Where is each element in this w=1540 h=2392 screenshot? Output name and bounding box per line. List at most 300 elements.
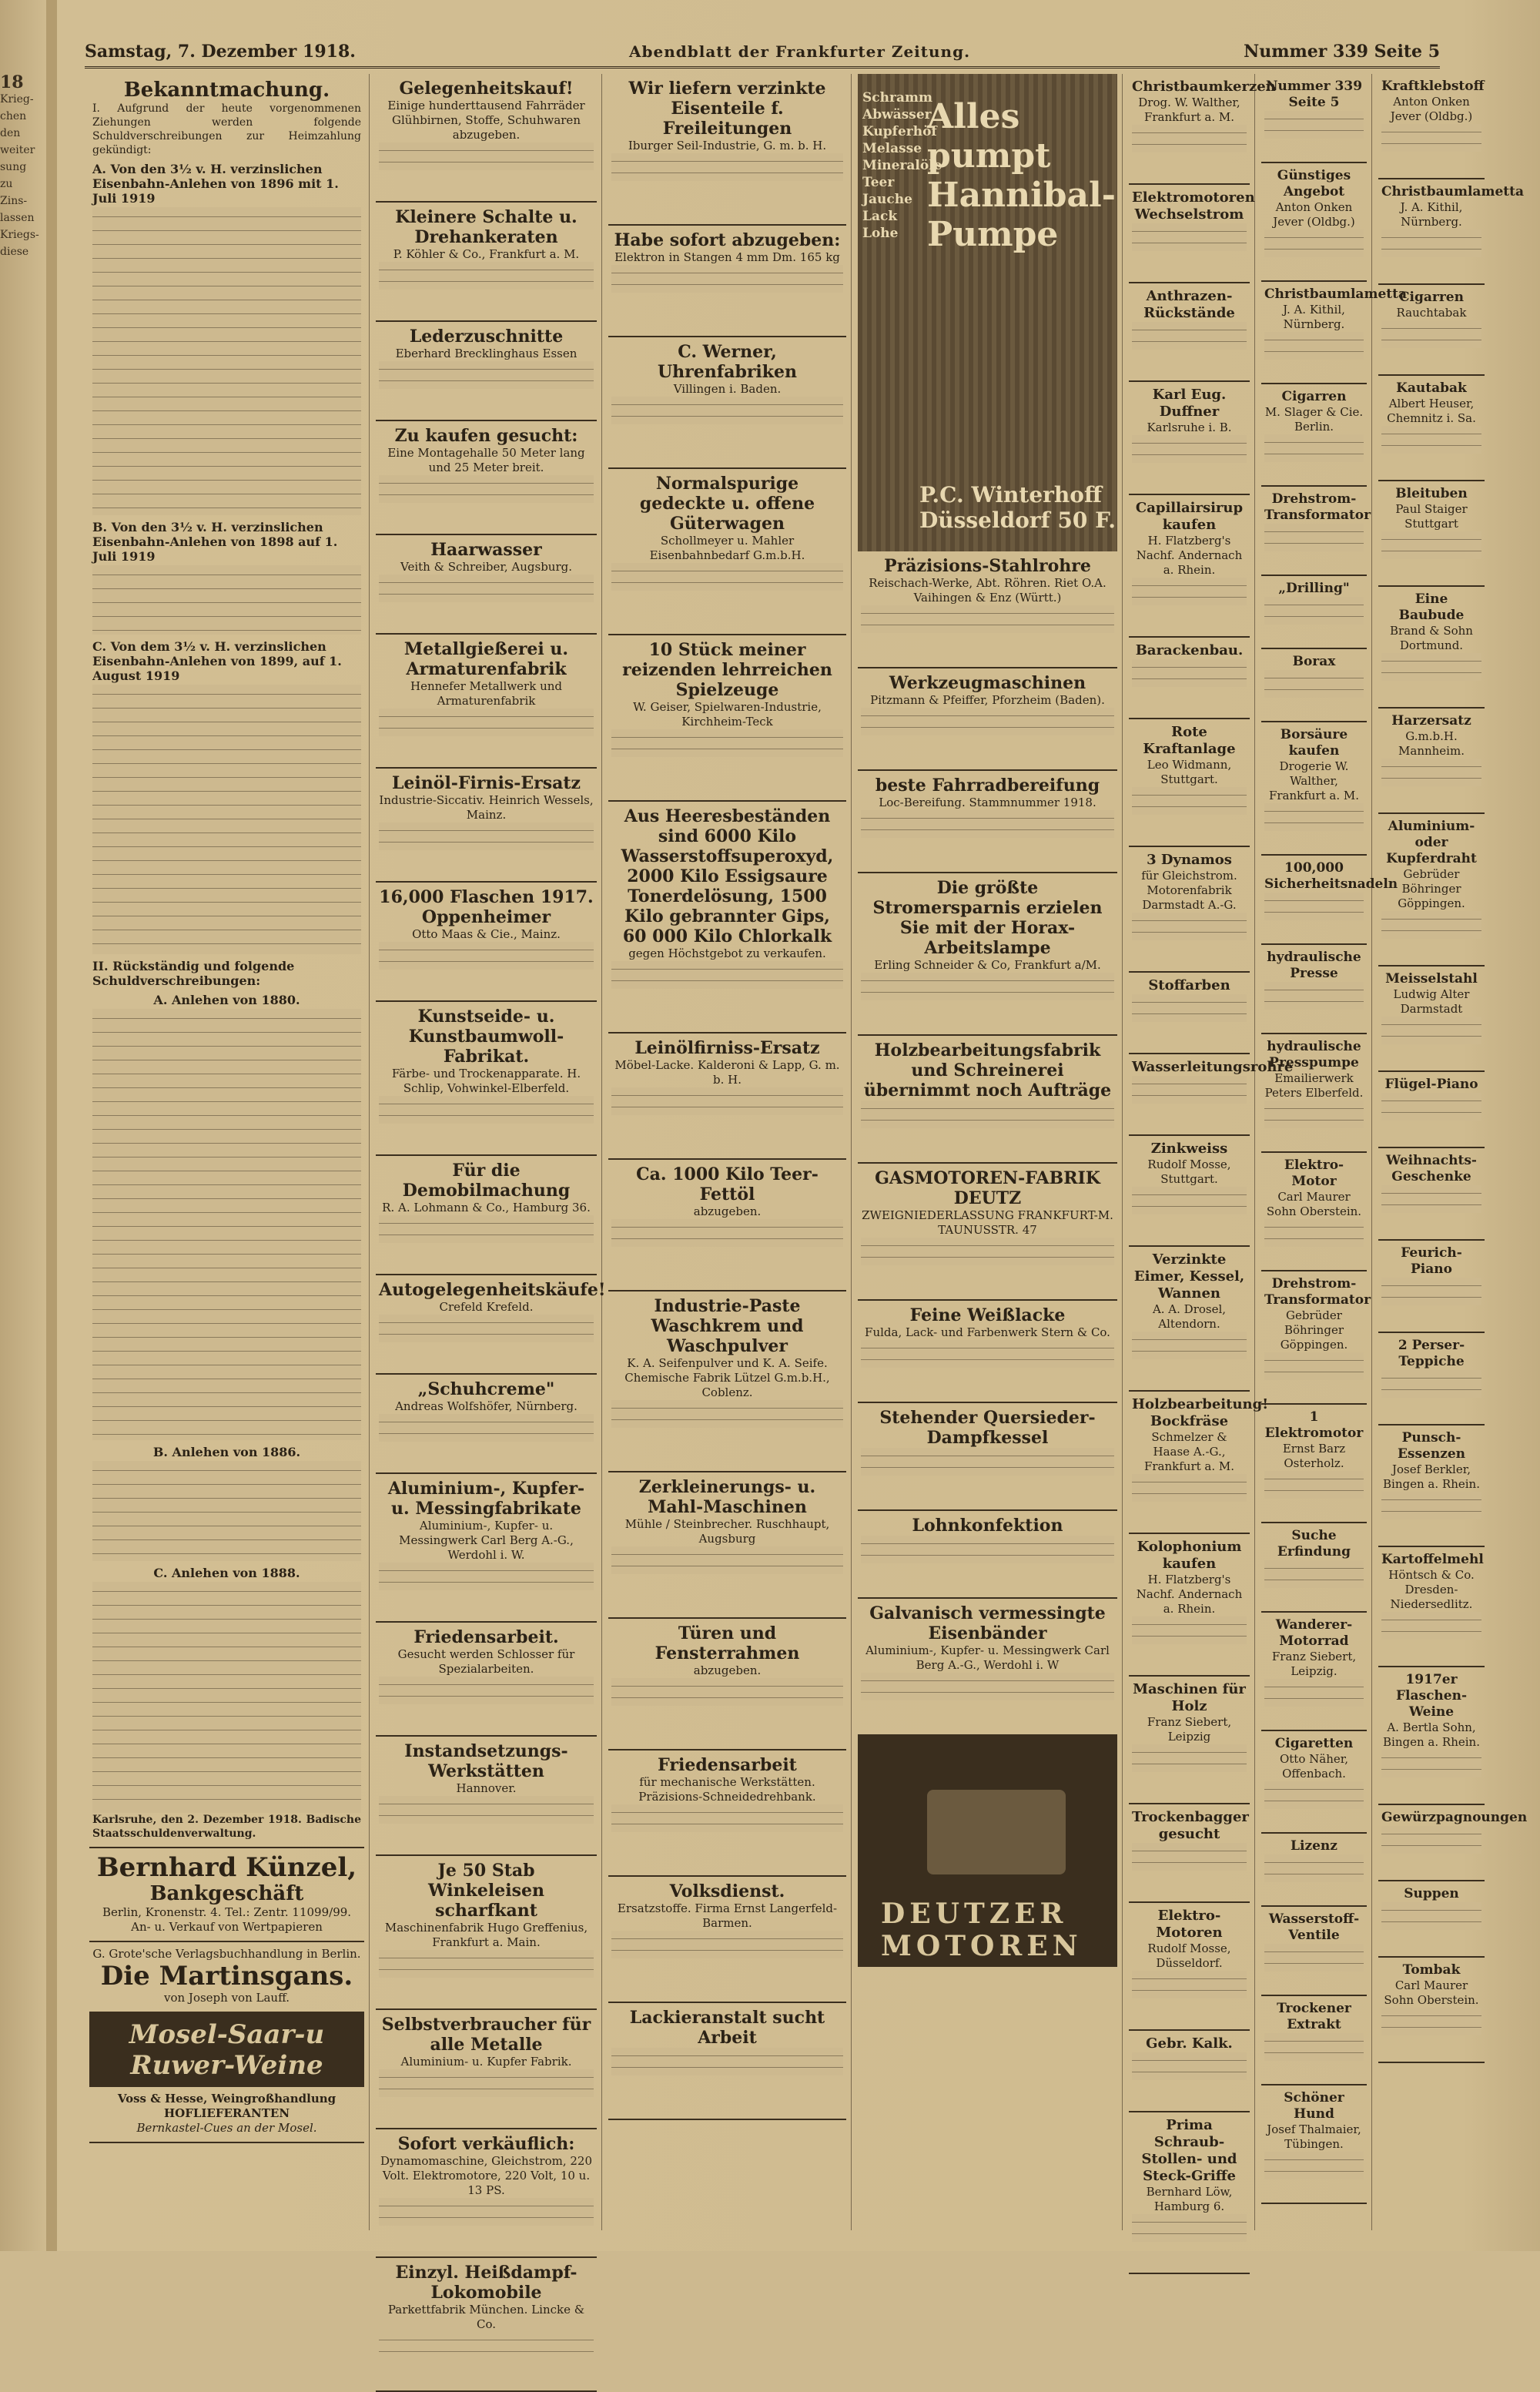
ad-headline: Sofort verkäuflich: (397, 2134, 575, 2154)
ad-headline: Harzersatz (1391, 713, 1471, 729)
ad-body-lines (379, 942, 594, 970)
advertisement (1378, 179, 1524, 285)
advertisement (858, 1599, 1117, 1736)
advertisement (1261, 1613, 1367, 1731)
ad-text: Drogerie W. Walther, Frankfurt a. M. (1268, 759, 1360, 802)
advertisement (1261, 1907, 1367, 1996)
wine-city: Bernkastel-Cues an der Mosel. (136, 2121, 317, 2135)
ad-body-lines (379, 2332, 594, 2360)
ad-headline: „Schuhcreme" (417, 1379, 555, 1399)
advertisement (1261, 487, 1371, 576)
advertisement (376, 1375, 597, 1474)
ad-text: Rauchtabak (1396, 306, 1467, 320)
ad-headline: Karl Eug. Duffner (1152, 387, 1227, 420)
advertisement (1261, 384, 1367, 487)
advertisement (1261, 856, 1398, 945)
advertisement (376, 1474, 597, 1623)
edge-line: zu (0, 178, 13, 190)
pump-liquid: Melasse (862, 141, 922, 156)
wine-ad-banner: Mosel-Saar-u Ruwer-Weine (89, 2013, 364, 2087)
advertisement (1129, 719, 1250, 847)
ad-body-lines (379, 262, 594, 290)
edge-line: lassen (0, 212, 35, 224)
header-date: Samstag, 7. Dezember 1918. (85, 42, 356, 62)
ad-text: Elektron in Stangen 4 mm Dm. 165 kg (614, 250, 840, 264)
advertisement (1129, 973, 1250, 1054)
edge-page-number: 18 (0, 72, 24, 92)
ad-body-lines (1132, 1843, 1247, 1871)
advertisement (1261, 1834, 1367, 1907)
ad-body-lines (1132, 2052, 1247, 2080)
ad-text: H. Flatzberg's Nachf. Andernach a. Rhein. (1136, 1573, 1243, 1616)
advertisement (376, 535, 597, 635)
number-table (92, 1009, 361, 1440)
advertisement (1378, 587, 1485, 709)
ad-text: Aluminium- u. Kupfer Fabrik. (400, 2055, 572, 2069)
ad-headline: Verzinkte Eimer, Kessel, Wannen (1133, 1251, 1245, 1302)
ad-body-lines (611, 1804, 843, 1832)
ad-headline: Christbaumkerzen (1132, 79, 1276, 95)
advertisement (1129, 495, 1250, 638)
ad-body-lines (1381, 229, 1481, 257)
ad-headline: 16,000 Flaschen 1917. Oppenheimer (379, 887, 594, 927)
ad-body-lines (1132, 787, 1247, 815)
ad-body-lines (379, 1315, 594, 1342)
advertisement (376, 635, 597, 769)
ad-headline: Gewürzpagnoungen (1381, 1810, 1528, 1825)
ad-headline: Lederzuschnitte (409, 327, 564, 347)
ad-body-lines (611, 1931, 843, 1958)
advertisement (1378, 1958, 1485, 2063)
ad-text: Aluminium-, Kupfer- u. Messingwerk Carl Berg A.-G., Werdohl i. W. (399, 1519, 574, 1562)
ad-text: J. A. Kithil, Nürnberg. (1283, 303, 1345, 331)
advertisement (608, 337, 846, 469)
ad-text: Erling Schneider & Co, Frankfurt a/M. (874, 958, 1101, 972)
hannibal-pump-ad (858, 74, 1117, 551)
advertisement (1129, 1247, 1250, 1392)
advertisement (608, 1472, 846, 1619)
ad-headline: 1917er Flaschen-Weine (1395, 1672, 1468, 1720)
ad-headline: Einzyl. Heißdampf-Lokomobile (395, 2263, 578, 2303)
advertisement (858, 668, 1117, 771)
advertisement (376, 1856, 597, 2010)
ad-text: M. Slager & Cie. Berlin. (1264, 405, 1364, 434)
advertisement (1378, 1881, 1485, 1958)
ad-headline: Friedensarbeit. (413, 1627, 559, 1647)
advertisement (608, 1034, 846, 1160)
advertisement (1378, 481, 1485, 587)
advertisement (1129, 1677, 1250, 1804)
ad-body-lines (1132, 1744, 1247, 1772)
ad-body-lines (1381, 2008, 1481, 2035)
book-ad (89, 1942, 364, 2013)
ad-body-lines (1132, 913, 1247, 940)
advertisement (376, 769, 597, 883)
ad-headline: Flügel-Piano (1384, 1077, 1478, 1092)
ad-headline: Kartoffelmehl (1381, 1552, 1484, 1567)
ad-text: Villingen i. Baden. (673, 382, 782, 396)
advertisement (1129, 283, 1250, 382)
ad-headline: Leinöl-Firnis-Ersatz (391, 773, 581, 793)
ad-text: Karlsruhe i. B. (1147, 420, 1232, 434)
ad-body-lines (1132, 1971, 1247, 1998)
ad-text: Otto Näher, Offenbach. (1279, 1752, 1349, 1781)
advertisement (1378, 709, 1485, 814)
ad-text: Parkettfabrik München. Lincke & Co. (387, 2303, 585, 2331)
ad-text: W. Geiser, Spielwaren-Industrie, Kirchheim-Teck (633, 700, 822, 729)
advertisement (1129, 1136, 1250, 1247)
edge-line: Krieg- (0, 93, 34, 106)
advertisement (1378, 74, 1485, 179)
advertisement (858, 1511, 1117, 1599)
ad-list (1378, 74, 1528, 2063)
ad-body-lines (1264, 1471, 1364, 1499)
pump-liquid: Lohe (862, 226, 899, 241)
ad-headline: Kleinere Schalte u. Drehankeraten (395, 207, 578, 247)
hannibal-title: Alles pumpt Hannibal-Pumpe (927, 97, 1116, 254)
advertisement (1261, 1405, 1367, 1523)
ad-body-lines (1132, 1474, 1247, 1502)
ad-body-lines (1264, 1944, 1364, 1972)
ad-text: Rudolf Mosse, Stuttgart. (1147, 1157, 1231, 1186)
edge-line: den (0, 127, 21, 139)
ad-headline: Selbstverbraucher für alle Metalle (381, 2015, 591, 2055)
ad-body-lines (611, 1678, 843, 1706)
ad-text: Brand & Sohn Dortmund. (1390, 624, 1473, 652)
ad-text: Gebrüder Böhringer Göppingen. (1280, 1308, 1348, 1352)
ad-body-lines (379, 1796, 594, 1824)
ad-body-lines (379, 475, 594, 503)
ad-body-lines (1381, 1612, 1481, 1640)
ad-headline: Gebr. Kalk. (1146, 2035, 1233, 2052)
ad-text: Schmelzer & Haase A.-G., Frankfurt a. M. (1143, 1430, 1235, 1473)
ad-body-lines (611, 1087, 843, 1115)
ad-body-lines (1264, 1101, 1364, 1128)
ad-text: Maschinenfabrik Hugo Greffenius, Frankfurt a. Main. (384, 1921, 588, 1949)
ad-body-lines (1264, 670, 1364, 698)
pump-liquid: Schramm (862, 90, 932, 106)
advertisement (1261, 576, 1367, 649)
notice-section: B. Anlehen von 1886. (152, 1445, 301, 1459)
ad-body-lines (1381, 1370, 1481, 1398)
ad-headline: Metallgießerei u. Armaturenfabrik (403, 639, 569, 679)
ad-headline: Für die Demobilmachung (402, 1161, 571, 1201)
ad-body-lines (1381, 426, 1481, 454)
edge-line: weiter (0, 144, 35, 156)
ad-body-lines (1381, 1902, 1481, 1930)
ad-headline: Lohnkonfektion (912, 1516, 1063, 1536)
ad-body-lines (611, 265, 843, 293)
ad-text: Carl Maurer Sohn Oberstein. (1384, 1978, 1479, 2007)
ad-body-lines (861, 1536, 1114, 1563)
number-table (92, 565, 361, 635)
advertisement (376, 2129, 597, 2258)
advertisement (1261, 74, 1367, 163)
ad-headline: Rote Kraftanlage (1143, 724, 1236, 757)
notice-footer: Karlsruhe, den 2. Dezember 1918. Badische Staatsschuldenverwaltung. (92, 1814, 361, 1840)
ad-body-lines (1264, 982, 1364, 1010)
ad-text: Höntsch & Co. Dresden-Niedersedlitz. (1388, 1568, 1475, 1611)
ad-body-lines (611, 1546, 843, 1574)
advertisement (1378, 967, 1485, 1072)
ad-text: Leo Widmann, Stuttgart. (1147, 758, 1232, 786)
ad-list (376, 74, 606, 2392)
notice-heading: Bekanntmachung. (123, 79, 330, 102)
advertisement (1129, 1903, 1250, 2031)
ad-headline: Borax (1292, 654, 1336, 669)
ad-headline: Tombak (1402, 1962, 1461, 1978)
ad-headline: Meisselstahl (1385, 971, 1478, 987)
advertisement (1261, 2085, 1367, 2204)
ad-text: Eberhard Brecklinghaus Essen (395, 347, 578, 360)
ad-text: Josef Berkler, Bingen a. Rhein. (1383, 1462, 1480, 1491)
ad-headline: hydraulische Presse (1267, 950, 1361, 981)
ad-headline: Elektro-Motoren (1156, 1908, 1223, 1941)
notice-section: C. Anlehen von 1888. (153, 1566, 300, 1580)
ad-text: abzugeben. (693, 1663, 762, 1677)
ad-body-lines (379, 1677, 594, 1704)
ad-headline: Christbaumlametta (1381, 184, 1524, 199)
wine-ad (89, 2087, 364, 2143)
header-title: Abendblatt der Frankfurter Zeitung. (629, 42, 971, 61)
ad-headline: Feurich-Piano (1401, 1245, 1462, 1277)
ad-body-lines (379, 2069, 594, 2097)
ad-body-lines (1381, 1750, 1481, 1777)
advertisement (376, 2010, 597, 2129)
ad-text: Schollmeyer u. Mahler Eisenbahnbedarf G.m.b.H. (649, 534, 805, 562)
advertisement (1378, 1547, 1485, 1667)
wine-firm: Voss & Hesse, Weingroßhandlung HOFLIEFERANTEN (117, 2092, 336, 2120)
advertisement (376, 1623, 597, 1737)
ad-body-lines (379, 361, 594, 389)
ad-text: Industrie-Siccativ. Heinrich Wessels, Mainz. (379, 793, 594, 822)
ad-text: Crefeld Krefeld. (439, 1300, 534, 1314)
advertisement (1129, 1534, 1250, 1677)
ad-headline: Drehstrom-Transformator (1264, 1276, 1371, 1308)
ad-body-lines (1132, 994, 1247, 1022)
ad-headline: Holzbearbeitung! Bockfräse (1132, 1396, 1269, 1429)
advertisement (608, 226, 846, 337)
ad-headline: Elektromotoren Wechselstrom (1132, 189, 1255, 223)
ad-text: Otto Maas & Cie., Mainz. (412, 927, 561, 941)
ad-headline: Aus Heeresbeständen sind 6000 Kilo Wasserstoffsuperoxyd, 2000 Kilo Essigsaure Tonerdelösung, 1500 Kilo gebrannter Gips, 60 000 Kilo Chlorkalk (621, 806, 834, 946)
ad-body-lines (1381, 320, 1481, 348)
bank-title: Bernhard Künzel, (96, 1852, 357, 1883)
ad-body-lines (1132, 578, 1247, 605)
ad-headline: Maschinen für Holz (1133, 1681, 1246, 1714)
notice-section: C. Von dem 3½ v. H. verzinslichen Eisenbahn-Anlehen von 1899, auf 1. August 1919 (92, 639, 342, 683)
number-table (92, 1582, 361, 1813)
ad-text: Eine Montagehalle 50 Meter lang und 25 Meter breit. (387, 446, 585, 474)
ad-headline: Türen und Fensterrahmen (654, 1623, 800, 1663)
ad-text: Drog. W. Walther, Frankfurt a. M. (1138, 95, 1240, 124)
ad-body-lines (379, 142, 594, 170)
ad-list (608, 74, 846, 2120)
advertisement (1261, 1731, 1367, 1834)
ad-headline: Zinkweiss (1150, 1141, 1228, 1157)
ad-body-lines (861, 1238, 1114, 1265)
advertisement (858, 1164, 1117, 1301)
ad-body-lines (611, 2048, 843, 2075)
ad-text: Anton Onken Jever (Oldbg.) (1390, 95, 1473, 123)
ad-headline: 100,000 Sicherheitsnadeln (1264, 860, 1398, 892)
book-title: Die Martinsgans. (100, 1961, 353, 1992)
ad-headline: Wir liefern verzinkte Eisenteile f. Freileitungen (628, 79, 826, 139)
ad-body-lines (611, 563, 843, 591)
ad-body-lines (861, 973, 1114, 1000)
ad-headline: Aluminium- oder Kupferdraht (1386, 819, 1477, 866)
ad-headline: Haarwasser (430, 540, 542, 560)
ad-body-lines (1381, 1492, 1481, 1519)
advertisement (858, 1403, 1117, 1511)
ad-headline: Christbaumlametta (1264, 286, 1407, 302)
ad-headline: Leinölfirniss-Ersatz (634, 1038, 820, 1058)
ad-body-lines (1381, 759, 1481, 786)
ad-headline: Gelegenheitskauf! (399, 79, 574, 99)
advertisement (1378, 814, 1485, 967)
ad-body-lines (379, 709, 594, 736)
number-table (92, 207, 361, 515)
ad-headline: Weihnachts-Geschenke (1386, 1153, 1477, 1184)
ad-headline: Prima Schraub-Stollen- und Steck-Griffe (1141, 2117, 1237, 2184)
ad-body-lines (861, 1673, 1114, 1700)
ad-body-lines (379, 1215, 594, 1243)
column-2 (371, 74, 606, 2331)
ad-body-lines (861, 1101, 1114, 1128)
advertisement (1378, 1425, 1485, 1547)
edge-line: diese (0, 246, 29, 258)
ad-text: Veith & Schreiber, Augsburg. (400, 560, 573, 574)
advertisement (1261, 1153, 1367, 1271)
advertisement (376, 1156, 597, 1275)
advertisement (376, 203, 597, 322)
ad-text: Reischach-Werke, Abt. Röhren. Riet O.A. Vaihingen & Enz (Württ.) (869, 576, 1106, 605)
advertisement (1261, 1034, 1367, 1153)
advertisement (858, 1036, 1117, 1164)
ad-headline: Holzbearbeitungsfabrik und Schreinerei übernimmt noch Aufträge (863, 1040, 1112, 1101)
ad-body-lines (611, 397, 843, 424)
ad-headline: hydraulische Presspumpe (1267, 1039, 1361, 1070)
ad-body-lines (379, 575, 594, 602)
number-table (92, 685, 361, 954)
ad-body-lines (1132, 659, 1247, 687)
ad-list (1129, 74, 1294, 2274)
advertisement (1261, 163, 1367, 282)
ad-headline: C. Werner, Uhrenfabriken (657, 342, 798, 382)
ad-text: K. A. Seifenpulver und K. A. Seife. Chemische Fabrik Lützel G.m.b.H., Coblenz. (624, 1356, 830, 1399)
ad-headline: Suche Erfindung (1277, 1528, 1351, 1559)
advertisement (608, 1160, 846, 1291)
ad-headline: Cigarren (1281, 389, 1347, 404)
advertisement (1378, 1333, 1485, 1425)
ad-body-lines (1264, 1219, 1364, 1247)
ad-body-lines (1264, 893, 1364, 920)
ad-text: Ersatzstoffe. Firma Ernst Langerfeld-Barmen. (617, 1901, 838, 1930)
column-1 (85, 74, 370, 2230)
ad-body-lines (1264, 524, 1364, 551)
book-publisher: G. Grote'sche Verlagsbuchhandlung in Berlin. (92, 1947, 361, 1961)
ad-body-lines (379, 1096, 594, 1124)
advertisement (1129, 382, 1250, 495)
ad-text: Einige hunderttausend Fahrräder Glühbirnen, Stoffe, Schuhwaren abzugeben. (387, 99, 585, 142)
ad-text: Loc-Bereifung. Stammnummer 1918. (879, 796, 1096, 809)
advertisement (1129, 847, 1250, 973)
advertisement (1378, 1805, 1528, 1881)
ad-headline: Trockener Extrakt (1277, 2001, 1351, 2032)
advertisement (376, 421, 597, 535)
ad-headline: Autogelegenheitskäufe! (379, 1280, 606, 1300)
ad-body-lines (1132, 1332, 1247, 1359)
ad-text: Hennefer Metallwerk und Armaturenfabrik (410, 679, 562, 708)
advertisement (858, 771, 1117, 873)
ad-text: Fulda, Lack- und Farbenwerk Stern & Co. (865, 1325, 1110, 1339)
ad-headline: Habe sofort abzugeben: (614, 230, 841, 250)
notice-section: A. Von den 3½ v. H. verzinslichen Eisenbahn-Anlehen von 1896 mit 1. Juli 1919 (92, 162, 339, 206)
ad-headline: Präzisions-Stahlrohre (884, 556, 1091, 576)
ad-headline: beste Fahrradbereifung (875, 776, 1100, 796)
advertisement (1378, 376, 1485, 481)
ad-body-lines (861, 1340, 1114, 1368)
advertisement (858, 1301, 1117, 1403)
ad-headline: Trockenbagger gesucht (1132, 1809, 1249, 1842)
ad-headline: Wasserstoff-Ventile (1268, 1911, 1360, 1943)
ad-headline: Aluminium-, Kupfer- u. Messingfabrikate (387, 1479, 585, 1519)
ad-text: Albert Heuser, Chemnitz i. Sa. (1387, 397, 1476, 425)
advertisement (1129, 2031, 1250, 2112)
ad-text: Hannover. (456, 1781, 517, 1795)
ad-body-lines (1132, 223, 1247, 251)
ad-text: Franz Siebert, Leipzig (1147, 1715, 1232, 1744)
advertisement (608, 1877, 846, 2003)
ad-headline: Stehender Quersieder-Dampfkessel (879, 1408, 1096, 1448)
ad-headline: Lizenz (1291, 1838, 1337, 1854)
ad-body-lines (1381, 124, 1481, 152)
column-7 (1374, 74, 1528, 2230)
advertisement (608, 1619, 846, 1750)
ad-text: für Gleichstrom. Motorenfabrik Darmstadt A.-G. (1141, 869, 1237, 912)
ad-headline: Feine Weißlacke (909, 1305, 1066, 1325)
ad-headline: Kolophonium kaufen (1137, 1539, 1242, 1572)
ad-headline: Zu kaufen gesucht: (394, 426, 578, 446)
ad-text: Möbel-Lacke. Kalderoni & Lapp, G. m. b. H. (614, 1058, 840, 1087)
ad-body-lines (379, 1563, 594, 1590)
ad-headline: Die größte Stromersparnis erzielen Sie mit der Horax-Arbeitslampe (872, 878, 1103, 958)
advertisement (1129, 2112, 1250, 2274)
ad-headline: 2 Perser-Teppiche (1398, 1338, 1465, 1369)
ad-body-lines (1264, 434, 1364, 462)
ad-text: Josef Thalmaier, Tübingen. (1267, 2122, 1361, 2151)
advertisement (1129, 1054, 1294, 1136)
ad-text: gegen Höchstgebot zu verkaufen. (628, 946, 826, 960)
advertisement (1129, 1392, 1269, 1534)
ad-body-lines (861, 1448, 1114, 1476)
ad-body-lines (611, 1400, 843, 1428)
advertisement (1261, 282, 1407, 384)
ad-body-lines (1264, 1679, 1364, 1707)
ad-headline: 3 Dynamos (1147, 852, 1232, 868)
ad-headline: Galvanisch vermessingte Eisenbänder (869, 1603, 1106, 1643)
ad-text: J. A. Kithil, Nürnberg. (1400, 200, 1463, 229)
advertisement (608, 1291, 846, 1472)
advertisement (1378, 1148, 1485, 1241)
ad-body-lines (379, 1950, 594, 1978)
notice-intro: I. Aufgrund der heute vorgenommenen Ziehungen werden folgende Schuldverschreibungen zur Heimzahlung gekündigt: (92, 102, 361, 156)
ad-body-lines (1381, 1093, 1481, 1121)
left-page-edge (0, 74, 45, 2230)
ad-headline: Suppen (1404, 1886, 1459, 1901)
pump-liquid: Teer (862, 175, 895, 190)
ad-body-lines (1132, 125, 1247, 152)
